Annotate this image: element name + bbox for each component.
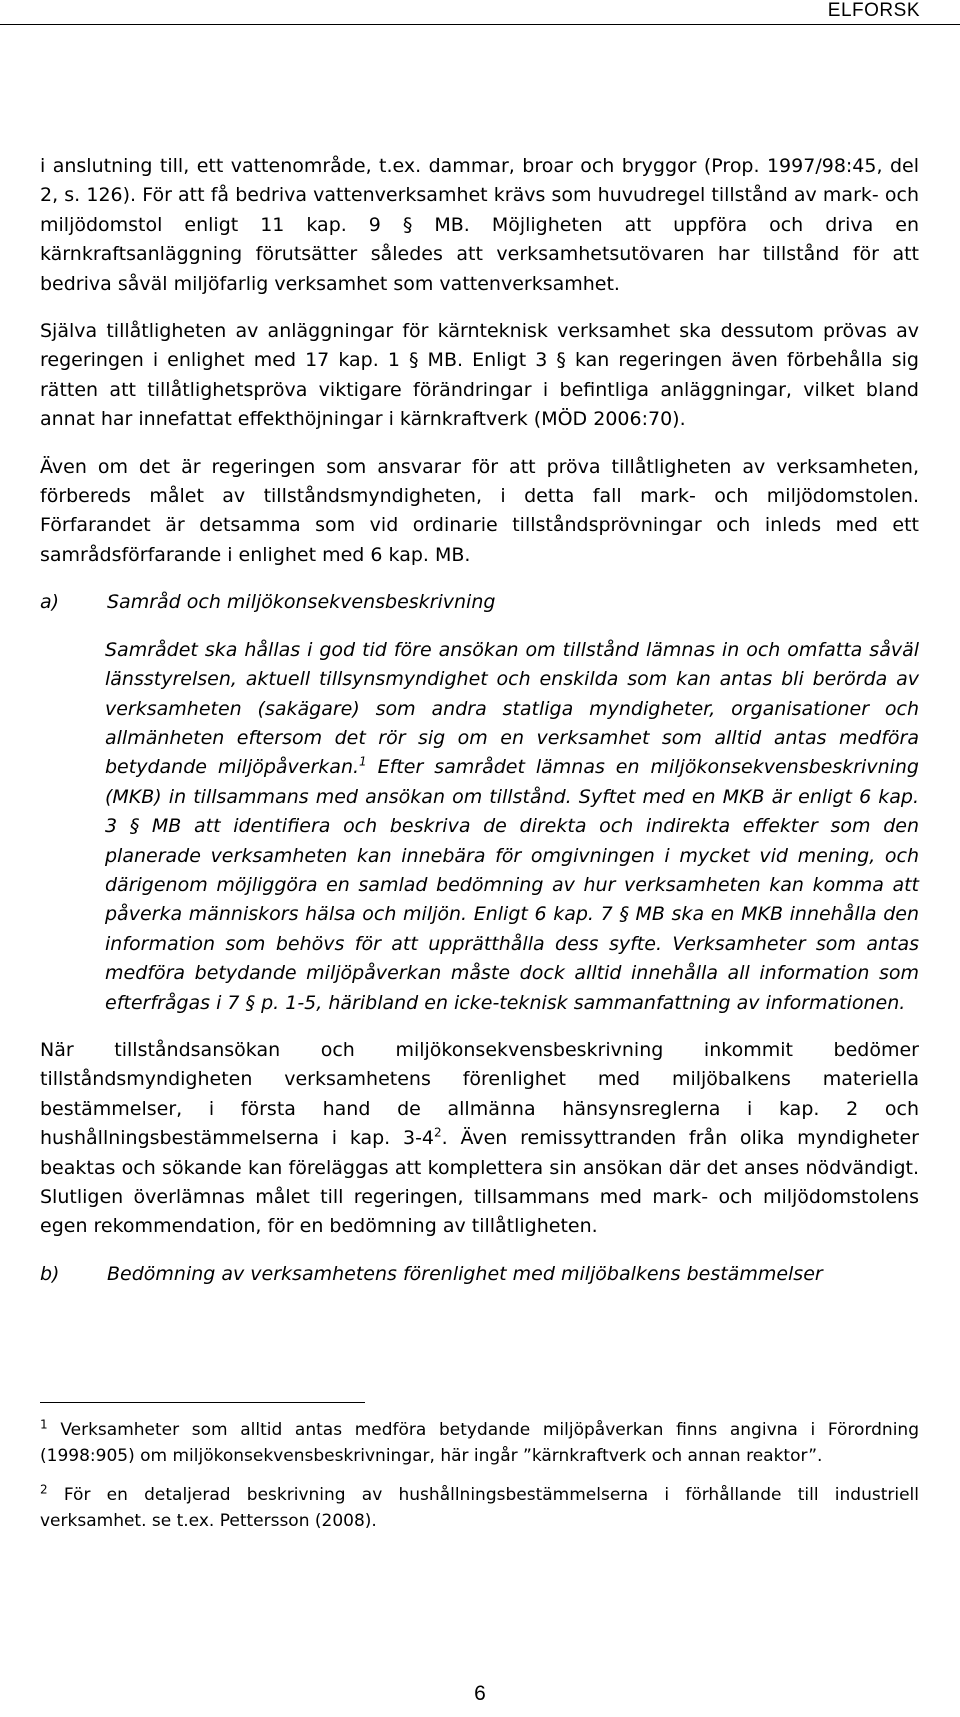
section-a-title: Samråd och miljökonsekvensbeskrivning — [107, 591, 496, 614]
section-b-title: Bedömning av verksamhetens förenlighet med miljöbalkens bestämmelser — [107, 1262, 823, 1285]
page-header — [0, 0, 960, 25]
paragraph-4-text-2: . Även remissyttranden från olika myndigheter beaktas och sökande kan föreläggas att komplettera sin ansökan där det anses nödvändigt. Slutligen överlämnas målet till regeringen, tillsammans med mark- och miljödomstolens egen rekommendation, för en bedömning av tillåtligheten. — [40, 1127, 919, 1238]
section-a-body-text-1: Samrådet ska hållas i god tid före ansökan om tillstånd lämnas in och omfatta såväl länsstyrelsen, aktuell tillsynsmyndighet och enskilda som kan antas bli berörda av verksamheten (sakägare) som andra statliga myndigheter, organisationer och allmänheten eftersom det rör sig om en verksamhet som alltid antas medföra betydande miljöpåverkan. — [105, 638, 919, 779]
paragraph-3: Även om det är regeringen som ansvarar för att pröva tillåtligheten av verksamheten, förbereds målet av tillståndsmyndigheten, i detta fall mark- och miljödomstolen. Förfarandet är detsamma som vid ordinarie tillståndsprövningar och inleds med ett samrådsförfarande i enlighet med 6 kap. MB. — [40, 455, 919, 566]
footnote-2-number: 2 — [40, 1482, 48, 1497]
paragraph-1: i anslutning till, ett vattenområde, t.ex. dammar, broar och bryggor (Prop. 1997/98:45, del 2, s. 126). För att få bedriva vattenverksamhet krävs som huvudregel tillstånd av mark- och miljödomstol enligt 11 kap. 9 § MB. Möjligheten att uppföra och driva en kärnkraftsanläggning förutsätter således att verksamhetsutövaren har tillstånd för att bedriva såväl miljöfarlig verksamhet som vattenverksamhet. — [40, 155, 919, 295]
section-a-body-text-2: Efter samrådet lämnas en miljökonsekvensbeskrivning (MKB) in tillsammans med ansökan om tillstånd. Syftet med en MKB är enligt 6 kap. 3 § MB att identifiera och beskriva de direkta och indirekta effekter som den planerade verksamheten kan innebära för omgivningen i mycket vid mening, och därigenom möjliggöra en samlad bedömning av hur verksamheten kan komma att påverka människors hälsa och miljön. Enligt 6 kap. 7 § MB ska en MKB innehålla den information som behövs för att upprätthålla dess syfte. Verksamheter som antas medföra betydande miljöpåverkan måste dock alltid innehålla all information som efterfrågas i 7 § p. 1-5, häribland en icke-teknisk sammanfattning av informationen. — [105, 756, 919, 1014]
footnote-ref-1[interactable]: 1 — [359, 754, 367, 769]
footnote-1 — [40, 1418, 919, 1469]
footnote-2 — [40, 1483, 919, 1534]
footnote-ref-2[interactable]: 2 — [434, 1125, 442, 1140]
footnote-2-text: För en detaljerad beskrivning av hushållningsbestämmelserna i förhållande till industriell verksamhet. se t.ex. Pettersson (2008). — [40, 1485, 919, 1531]
footnote-1-number: 1 — [40, 1417, 48, 1432]
section-a-body — [105, 636, 919, 1018]
section-b-heading — [40, 1260, 919, 1289]
section-a-heading — [40, 588, 919, 617]
footnotes — [40, 1418, 919, 1548]
paragraph-4-text-1: När tillståndsansökan och miljökonsekvensbeskrivning inkommit bedömer tillståndsmyndigheten verksamhetens förenlighet med miljöbalkens materiella bestämmelser, i första hand de allmänna hänsynsreglerna i kap. 2 och hushållningsbestämmelserna i kap. 3-4 — [40, 1038, 919, 1150]
section-b-marker: b) — [40, 1262, 60, 1285]
paragraph-4 — [40, 1036, 919, 1242]
footnote-1-text: Verksamheter som alltid antas medföra betydande miljöpåverkan finns angivna i Förordning (1998:905) om miljökonsekvensbeskrivningar, här ingår ”kärnkraftverk och annan reaktor”. — [40, 1420, 919, 1466]
header-title: ELFORSK — [827, 0, 920, 21]
page-number: 6 — [474, 1682, 486, 1705]
footnote-divider — [40, 1402, 365, 1403]
paragraph-2: Själva tillåtligheten av anläggningar för kärnteknisk verksamhet ska dessutom prövas av regeringen i enlighet med 17 kap. 1 § MB. Enligt 3 § kan regeringen även förbehålla sig rätten att tillåtlighetspröva viktigare förändringar i befintliga anläggningar, vilket bland annat har innefattat effekthöjningar i kärnkraftverk (MÖD 2006:70). — [40, 320, 919, 431]
main-content — [40, 152, 919, 1289]
section-a-marker: a) — [40, 591, 60, 614]
